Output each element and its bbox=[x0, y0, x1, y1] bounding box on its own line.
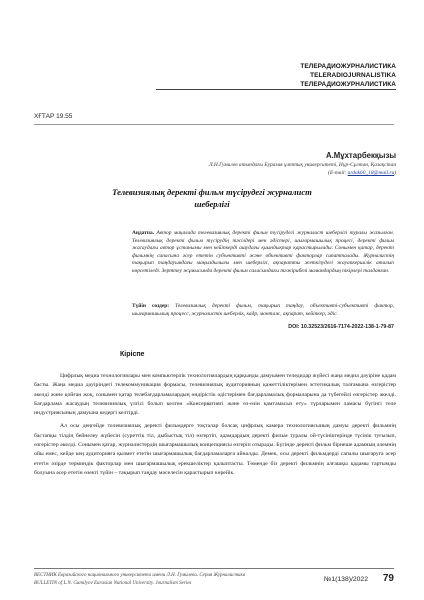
article-title-line-1: Телевизиялық деректі фильм түсірудегі журналист bbox=[112, 187, 312, 197]
code-divider bbox=[34, 124, 394, 125]
abstract-label: Аңдатпа. bbox=[132, 230, 155, 236]
page-number: 79 bbox=[382, 573, 394, 584]
author-email-line bbox=[96, 169, 396, 177]
author-name: А.Мұхтарбекқызы bbox=[325, 151, 396, 160]
abstract-text: Автор мақалада телевизиялық деректі фильм түсірудегі журналист шеберлігі туралы жазылған. Телевизиялық деректі фильм түсірудің тәсілдері мен әдістері, шығармашылық процесі, деректі фильм жасаудағы автор ұстанымы мен кейіпкерді ашудағы қиындықтар қарастырылады. Сонымен қатар, деректі фильмнің сапасына әсер ететін субъективті және объективті факторлар сипатталады. Журналистің тақырып таңдауындағы маңыздылығы мен шеберлігі, ақпаратты жеткізудегі жауапкершілік аталып көрсетіледі. Зерттеу жұмысында деректі фильм саласындағы тәжірибелі мамандардың пікірлері талданған. bbox=[132, 230, 394, 274]
email-suffix: ) bbox=[394, 170, 396, 176]
keywords-label: Түйін сөздер: bbox=[132, 303, 170, 309]
doi[interactable]: DOI: 10.32523/2616-7174-2022-138-1-79-87 bbox=[288, 324, 394, 330]
author-affiliation: Л.Н.Гумилев атындағы Еуразия ұлттық университеті, Нұр-Сұлтан, Қазақстан bbox=[208, 162, 396, 168]
header-divider bbox=[156, 89, 396, 90]
author-block bbox=[96, 150, 396, 177]
issue-number: №1(138)/2022 bbox=[324, 576, 368, 583]
footer-line-english: BULLETIN of L.N. Gumilyov Eurasian National University. Journalism Series bbox=[34, 581, 192, 586]
section-name-latin: TELERADIOJURNALISTIKA bbox=[310, 72, 396, 79]
article-title-line-2: шеберлігі bbox=[194, 199, 230, 209]
keywords-text: Телевизиялық деректі фильм, тақырып таңдау, объективті-субъективті фактор, шығармашылық процесс, журналистік шеберлік, кадр, монтаж, ақпарат, кейіпкер, әдіс. bbox=[132, 303, 394, 317]
footer-divider bbox=[34, 568, 394, 569]
author-email-link[interactable]: ardak60_18@mail.ru bbox=[347, 170, 395, 176]
section-name-russian: ТЕЛЕРАДИОЖУРНАЛИСТИКА bbox=[300, 81, 396, 88]
email-prefix: (E-mail: bbox=[328, 170, 348, 176]
classification-code: ХҒТАР 19.55 bbox=[34, 113, 73, 120]
article-title bbox=[40, 186, 384, 210]
body-paragraph: Ал осы деңгейде телевизиялық деректі фильмдерге тоқталар болсақ цифрлық камера технологиясының дамуы деректі фильмнің бастапқы тілдің бейнелеу жүйесін (суреттік тіл, дыбыстық тіл) өзгертіп, адамдардың деректі фильм туралы ой-түсініктерінде түсінік туғызып, өзгерістер әкелді. Сонымен қатар, журналистердің шығармашылық концепциясы өзгеріп отырады. Бүгінде деректі фильм бірнеше адамның әлемнің ойы емес, кейде кең аудиторияға қызмет ететін шығармашылық бағдарламаларға айналды. Демек, осы деректі фильмдерді сапалы шығаруға әсер ететін әзірде терминдік факторлар мен шығармашылық ерекшеліктер қалыптасты. Төменде біз деректі фильмнің алғашқы қадамы тартымды болуына әсер ететін өзекті түйін – тақырып таңдау мәселесін қарастырып көрейік. bbox=[34, 423, 396, 476]
body-paragraph: Цифрлық медиа технологиялары мен компьютерлік технологиялардың қарқынды дамуымен теледидар жүйесі жаңа медиа дәуіріне қадам басты. Жаңа медиа дәуіріндегі телекоммуникация формасы, телевизиялық аудиторияның қажеттіліктерімен эстетикалық талғамына өзгерістер әкелді және қойған жоқ, сонымен қатар телебағдарламалардың өндірістік әдістерімен бағдарламалық формаларына да түбегейлі өзгерістер әкелді. Бағдарлама жасаудың телевизиялық үлгісі болып келген «Консервативті және өз-өзін қамтамасыз ету» түрларымен ламасы бүгінгі теле индустриясының дамуына кедергі келтірді. bbox=[34, 373, 396, 417]
footer-line-russian: ВЕСТНИК Евразийского национального университета имени Л.Н. Гумилева. Серия Журналистика bbox=[34, 573, 246, 578]
keywords bbox=[132, 303, 394, 318]
section-heading: Кіріспе bbox=[120, 351, 145, 358]
footer-journal-info bbox=[34, 572, 245, 588]
article-body bbox=[34, 372, 396, 478]
abstract bbox=[132, 230, 394, 276]
journal-section-header bbox=[156, 62, 396, 89]
section-name-kazakh: ТЕЛЕРАДИОЖУРНАЛИСТИКА bbox=[300, 63, 396, 70]
